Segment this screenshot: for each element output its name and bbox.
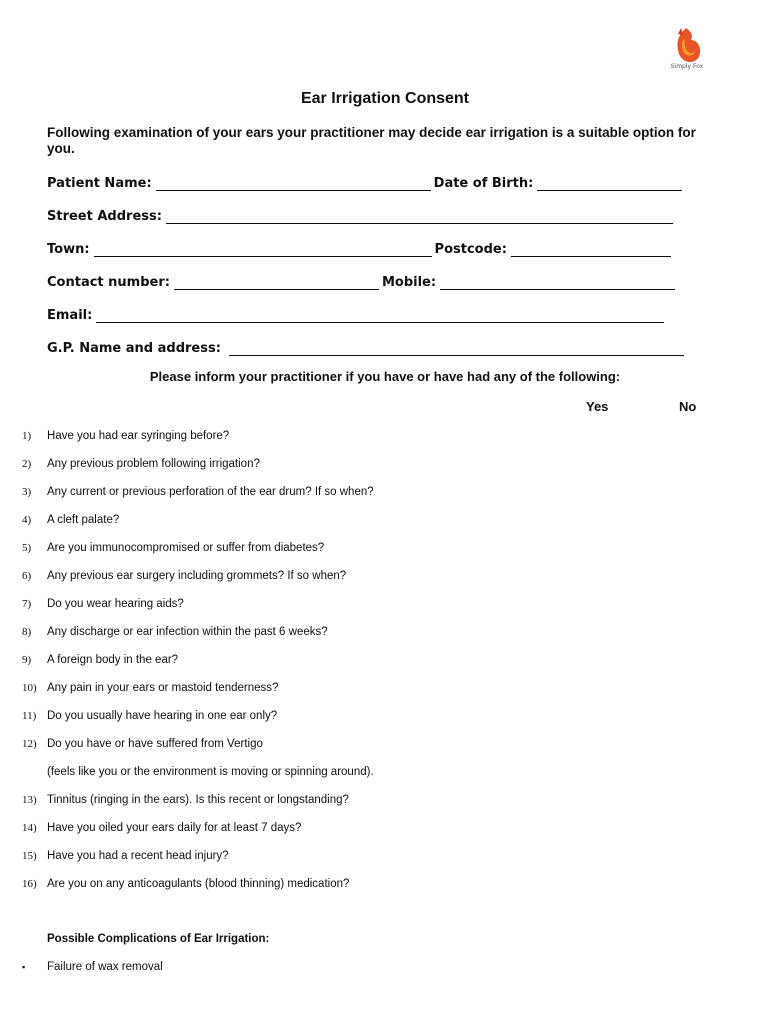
- email-row: [47, 305, 667, 323]
- complication-item: [22, 961, 163, 973]
- question-row: [22, 486, 374, 498]
- contact-number-label: Contact number:: [47, 275, 170, 290]
- patient-name-row: [47, 173, 685, 191]
- question-number: 11): [22, 710, 37, 722]
- question-row: [22, 570, 346, 582]
- intro-text: Following examination of your ears your practitioner may decide ear irrigation is a suitable option for you.: [47, 125, 696, 156]
- town-row: [47, 239, 674, 257]
- mobile-field[interactable]: [440, 277, 675, 290]
- town-field[interactable]: [94, 244, 432, 257]
- question-text: Are you on any anticoagulants (blood thinning) medication?: [47, 878, 350, 890]
- question-number: 2): [22, 458, 32, 470]
- contact-row: [47, 272, 678, 290]
- date-of-birth-label: Date of Birth:: [433, 176, 534, 191]
- question-text: Any current or previous perforation of the ear drum? If so when?: [47, 486, 374, 498]
- question-number: 6): [22, 570, 32, 582]
- street-address-field[interactable]: [166, 211, 673, 224]
- mobile-label: Mobile:: [381, 275, 437, 290]
- question-row: [22, 738, 263, 750]
- date-of-birth-field[interactable]: [537, 178, 682, 191]
- question-row: [22, 822, 301, 834]
- question-row: [22, 430, 229, 442]
- question-text: Do you have or have suffered from Vertigo: [47, 738, 263, 750]
- page-title: Ear Irrigation Consent: [300, 90, 470, 107]
- question-row: [22, 794, 349, 806]
- question-number: 9): [22, 654, 32, 666]
- postcode-field[interactable]: [511, 244, 671, 257]
- email-label: Email:: [47, 308, 93, 323]
- no-column-header: No: [679, 399, 697, 414]
- question-text: Any previous problem following irrigation?: [47, 458, 260, 470]
- question-number: 3): [22, 486, 32, 498]
- question-text: Tinnitus (ringing in the ears). Is this recent or longstanding?: [47, 794, 349, 806]
- street-address-row: [47, 206, 676, 224]
- question-row: [22, 514, 119, 526]
- question-number: 5): [22, 542, 32, 554]
- question-number: 13): [22, 794, 37, 806]
- question-row: [22, 598, 184, 610]
- question-number: 8): [22, 626, 32, 638]
- contact-number-field[interactable]: [174, 277, 379, 290]
- question-number: 16): [22, 878, 37, 890]
- question-text: Any pain in your ears or mastoid tenderness?: [47, 682, 279, 694]
- town-label: Town:: [47, 242, 90, 257]
- bullet-icon: ▪: [22, 962, 26, 972]
- question-text: Any previous ear surgery including grommets? If so when?: [47, 570, 347, 582]
- inform-heading: Please inform your practitioner if you have or have had any of the following:: [149, 369, 621, 384]
- complications-title: Possible Complications of Ear Irrigation:: [47, 933, 270, 945]
- question-number: 12): [22, 738, 37, 750]
- question-text: Have you had ear syringing before?: [47, 430, 230, 442]
- logo-text: Simply Fox: [670, 63, 704, 70]
- question-number: 1): [22, 430, 32, 442]
- question-text: A foreign body in the ear?: [47, 654, 179, 666]
- question-row: [22, 626, 328, 638]
- postcode-label: Postcode:: [434, 242, 507, 257]
- street-address-label: Street Address:: [47, 209, 162, 224]
- question-row: [22, 458, 260, 470]
- question-row: [22, 878, 349, 890]
- q12-continuation: (feels like you or the environment is moving or spinning around).: [47, 766, 374, 778]
- question-text: A cleft palate?: [47, 514, 120, 526]
- question-number: 7): [22, 598, 32, 610]
- question-number: 15): [22, 850, 37, 862]
- question-row: [22, 654, 178, 666]
- question-text: Have you oiled your ears daily for at least 7 days?: [47, 822, 302, 834]
- question-number: 14): [22, 822, 37, 834]
- question-row: [22, 542, 324, 554]
- question-row: [22, 850, 229, 862]
- patient-name-field[interactable]: [156, 178, 431, 191]
- yes-column-header: Yes: [586, 399, 609, 414]
- gp-field[interactable]: [229, 343, 684, 356]
- gp-row: [47, 338, 687, 356]
- question-row: [22, 710, 277, 722]
- patient-name-label: Patient Name:: [47, 176, 152, 191]
- question-text: Are you immunocompromised or suffer from diabetes?: [47, 542, 325, 554]
- question-number: 4): [22, 514, 32, 526]
- question-text: Do you usually have hearing in one ear only?: [47, 710, 278, 722]
- gp-label: G.P. Name and address:: [47, 341, 221, 356]
- question-number: 10): [22, 682, 37, 694]
- question-text: Do you wear hearing aids?: [47, 598, 184, 610]
- question-text: Have you had a recent head injury?: [47, 850, 229, 862]
- email-field[interactable]: [96, 310, 664, 323]
- question-row: [22, 682, 278, 694]
- complication-text: Failure of wax removal: [47, 961, 163, 973]
- question-text: Any discharge or ear infection within the past 6 weeks?: [47, 626, 328, 638]
